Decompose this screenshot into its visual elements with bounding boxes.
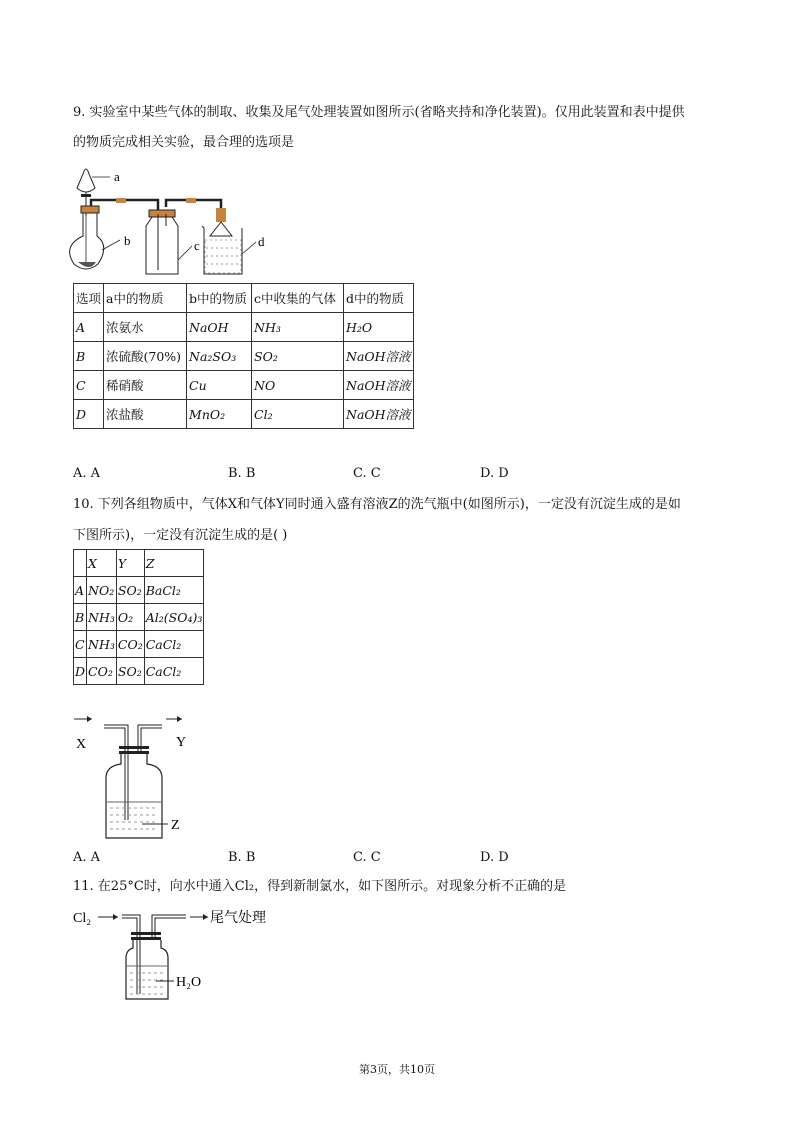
table-cell: BaCl₂ (144, 577, 204, 604)
table-cell: CO₂ (116, 631, 144, 658)
q9-label-c: c (194, 238, 200, 253)
table-cell: MnO₂ (187, 400, 252, 429)
table-row (74, 631, 204, 658)
table-cell: NH₃ (87, 631, 117, 658)
table-row (74, 284, 414, 313)
q9-option-a[interactable]: A. A (73, 466, 101, 481)
q9-header-c: c中收集的气体 (252, 284, 344, 313)
table-cell: NO (252, 371, 344, 400)
table-row (74, 313, 414, 342)
table-row (74, 658, 204, 685)
q9-label-b: b (124, 233, 131, 248)
table-cell: 浓氨水 (104, 313, 187, 342)
q9-apparatus-diagram (66, 160, 286, 280)
q10-label-z: Z (171, 818, 180, 833)
table-cell: SO₂ (116, 658, 144, 685)
table-row (74, 604, 204, 631)
q9-option-c[interactable]: C. C (353, 466, 381, 481)
table-row (74, 550, 204, 577)
q9-stem-line2: 的物质完成相关实验，最合理的选项是 (73, 135, 295, 150)
table-row (74, 371, 414, 400)
q9-header-b: b中的物质 (187, 284, 252, 313)
q9-header-a: a中的物质 (104, 284, 187, 313)
q11-label-exhaust: 尾气处理 (210, 911, 266, 926)
table-cell: CaCl₂ (144, 631, 204, 658)
table-cell: NaOH溶液 (344, 342, 414, 371)
q9-table (73, 283, 414, 429)
table-cell (74, 550, 87, 577)
table-cell: NaOH溶液 (344, 400, 414, 429)
q9-stem-line1: 9. 实验室中某些气体的制取、收集及尾气处理装置如图所示(省略夹持和净化装置)。仅用此装置和表中提供 (73, 105, 685, 120)
table-cell: Cl₂ (252, 400, 344, 429)
table-cell: Al₂(SO₄)₃ (144, 604, 204, 631)
table-cell: C (74, 371, 104, 400)
table-cell: O₂ (116, 604, 144, 631)
table-cell: Cu (187, 371, 252, 400)
q11-chlorine-water-diagram (70, 902, 266, 1007)
table-row (74, 400, 414, 429)
table-cell: Y (116, 550, 144, 577)
table-cell: 稀硝酸 (104, 371, 187, 400)
q11-label-h2o: H₂O (176, 975, 202, 990)
table-cell: Na₂SO₃ (187, 342, 252, 371)
table-row (74, 342, 414, 371)
table-cell: B (74, 342, 104, 371)
q10-label-y: Y (176, 735, 187, 750)
q10-gas-washing-bottle-diagram (70, 708, 200, 843)
table-cell: 浓盐酸 (104, 400, 187, 429)
q10-stem-line2: 下图所示)，一定没有沉淀生成的是( ) (73, 528, 288, 543)
table-cell: NH₃ (252, 313, 344, 342)
table-cell: CaCl₂ (144, 658, 204, 685)
q11-stem: 11. 在25°C时，向水中通入Cl₂，得到新制氯水，如下图所示。对现象分析不正确的是 (73, 879, 567, 894)
q9-label-a: a (114, 169, 120, 184)
table-cell: NaOH溶液 (344, 371, 414, 400)
q10-option-b[interactable]: B. B (228, 850, 256, 865)
q9-option-b[interactable]: B. B (228, 466, 256, 481)
q9-header-d: d中的物质 (344, 284, 414, 313)
table-cell: X (87, 550, 117, 577)
q11-label-cl2: Cl₂ (73, 911, 92, 926)
table-cell: NaOH (187, 313, 252, 342)
table-cell: SO₂ (116, 577, 144, 604)
q10-option-d[interactable]: D. D (480, 850, 509, 865)
table-row (74, 577, 204, 604)
table-cell: CO₂ (87, 658, 117, 685)
table-cell: D (74, 400, 104, 429)
q10-table (73, 549, 204, 685)
table-cell: NH₃ (87, 604, 117, 631)
table-cell: A (74, 313, 104, 342)
table-cell: 浓硫酸(70%) (104, 342, 187, 371)
q9-header-option: 选项 (74, 284, 104, 313)
table-cell: H₂O (344, 313, 414, 342)
table-cell: SO₂ (252, 342, 344, 371)
q10-option-c[interactable]: C. C (353, 850, 381, 865)
table-cell: D (74, 658, 87, 685)
q10-stem-line1: 10. 下列各组物质中，气体X和气体Y同时通入盛有溶液Z的洗气瓶中(如图所示)，一定没有沉淀生成的是如 (73, 497, 681, 512)
table-cell: C (74, 631, 87, 658)
table-cell: B (74, 604, 87, 631)
table-cell: NO₂ (87, 577, 117, 604)
table-cell: Z (144, 550, 204, 577)
q10-label-x: X (76, 737, 87, 752)
q9-label-d: d (258, 234, 265, 249)
page-footer: 第3页，共10页 (359, 1063, 435, 1076)
q10-option-a[interactable]: A. A (73, 850, 101, 865)
table-cell: A (74, 577, 87, 604)
q9-option-d[interactable]: D. D (480, 466, 509, 481)
